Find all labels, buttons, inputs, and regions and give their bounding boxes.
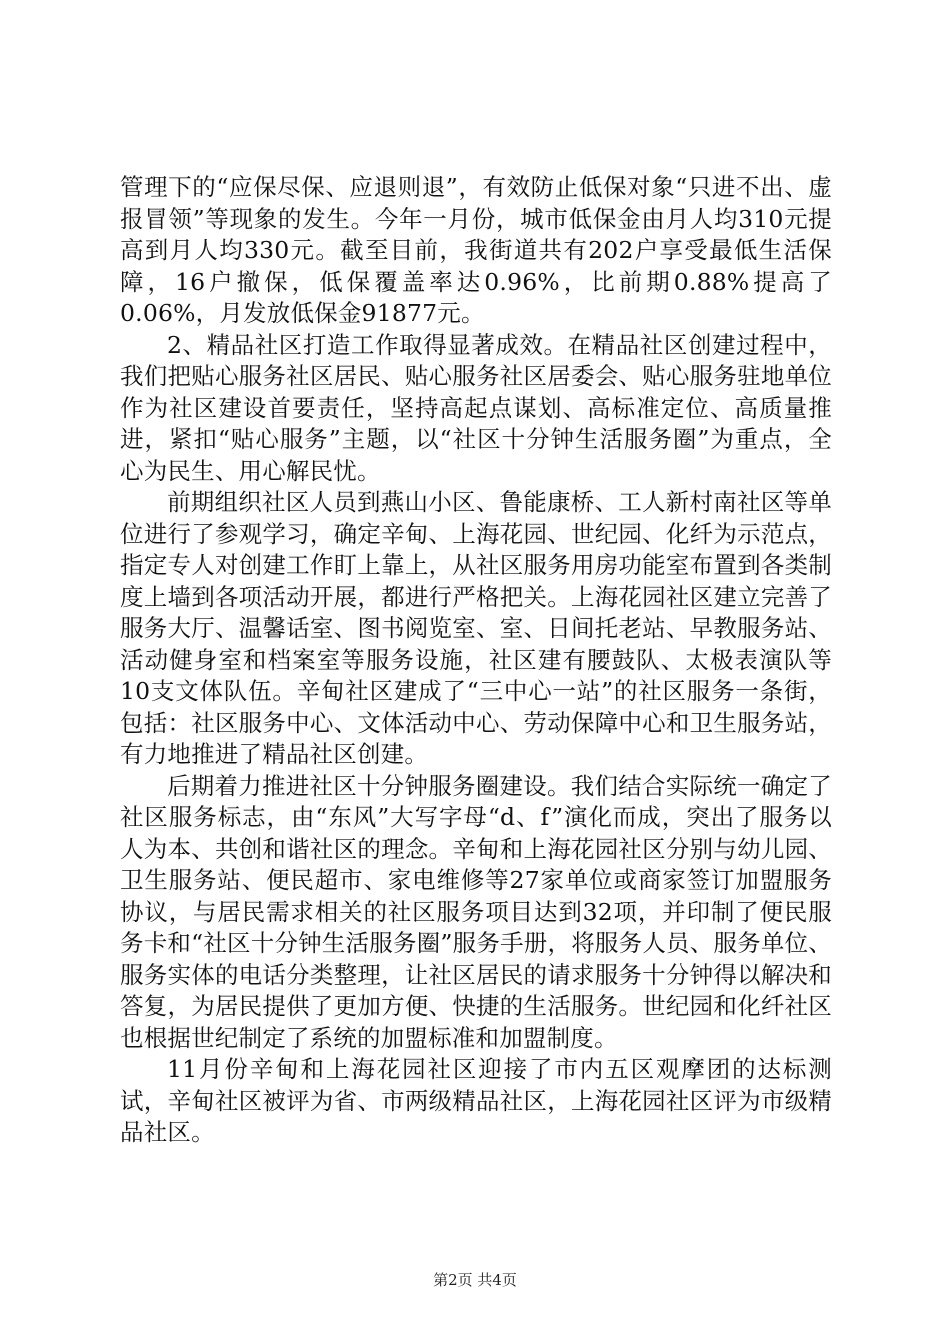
page-footer: 第2页 共4页 bbox=[433, 1271, 517, 1289]
paragraph-5: 11月份辛甸和上海花园社区迎接了市内五区观摩团的达标测试，辛甸社区被评为省、市两级精品社区，上海花园社区评为市级精品社区。 bbox=[120, 1055, 832, 1146]
paragraph-2: 2、精品社区打造工作取得显著成效。在精品社区创建过程中，我们把贴心服务社区居民、贴心服务社区居委会、贴心服务驻地单位作为社区建设首要责任，坚持高起点谋划、高标准定位、高质量推进，紧扣“贴心服务”主题，以“社区十分钟生活服务圈”为重点，全心为民生、用心解民忧。 bbox=[120, 330, 832, 485]
paragraph-3: 前期组织社区人员到燕山小区、鲁能康桥、工人新村南社区等单位进行了参观学习，确定辛甸、上海花园、世纪园、化纤为示范点，指定专人对创建工作盯上靠上，从社区服务用房功能室布置到各类制度上墙到各项活动开展，都进行严格把关。上海花园社区建立完善了服务大厅、温馨话室、图书阅览室、室、日间托老站、早教服务站、活动健身室和档案室等服务设施，社区建有腰鼓队、太极表演队等10支文体队伍。辛甸社区建成了“三中心一站”的社区服务一条街，包括：社区服务中心、文体活动中心、劳动保障中心和卫生服务站，有力地推进了精品社区创建。 bbox=[120, 488, 832, 768]
paragraph-4: 后期着力推进社区十分钟服务圈建设。我们结合实际统一确定了社区服务标志，由“东风”大写字母“d、f”演化而成，突出了服务以人为本、共创和谐社区的理念。辛甸和上海花园社区分别与幼儿园、卫生服务站、便民超市、家电维修等27家单位或商家签订加盟服务协议，与居民需求相关的社区服务项目达到32项，并印制了便民服务卡和“社区十分钟生活服务圈”服务手册，将服务人员、服务单位、服务实体的电话分类整理，让社区居民的请求服务十分钟得以解决和答复，为居民提供了更加方便、快捷的生活服务。世纪园和化纤社区也根据世纪制定了系统的加盟标准和加盟制度。 bbox=[120, 771, 832, 1052]
paragraph-1: 管理下的“应保尽保、应退则退”，有效防止低保对象“只进不出、虚报冒领”等现象的发生。今年一月份，城市低保金由月人均310元提高到月人均330元。截至目前，我街道共有202户享受最低生活保障，16户撤保，低保覆盖率达0.96%，比前期0.88%提高了0.06%，月发放低保金91877元。 bbox=[120, 173, 832, 327]
document-body bbox=[120, 172, 832, 1149]
